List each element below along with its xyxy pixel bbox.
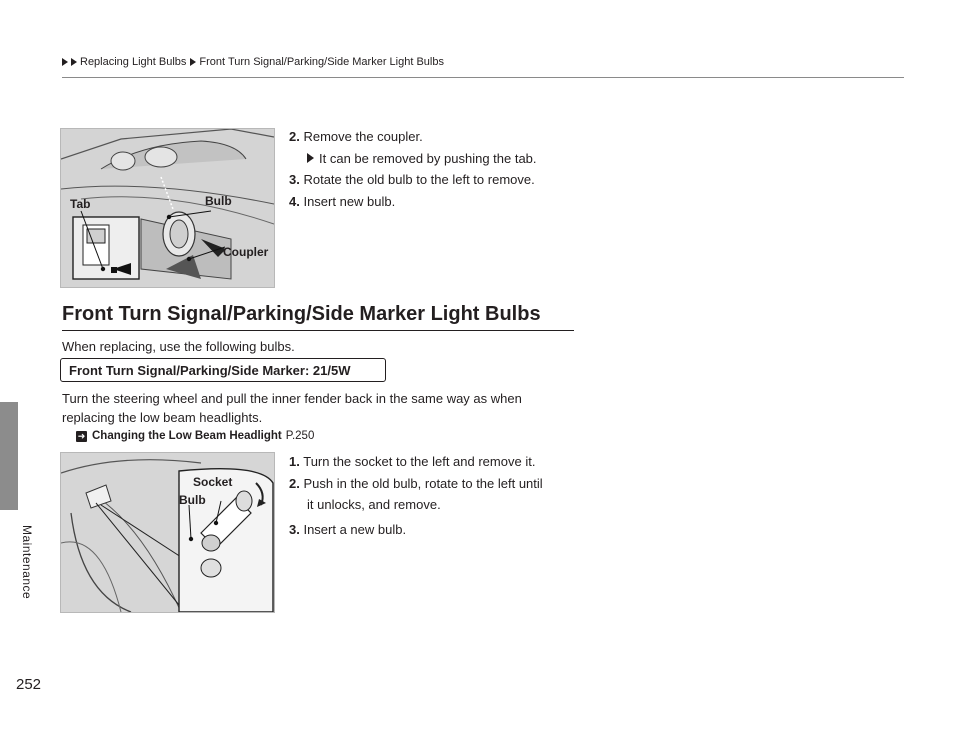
bulb-callout-2: Bulb — [179, 493, 206, 507]
coupler-callout: Coupler — [223, 245, 269, 259]
reference-page[interactable]: P.250 — [285, 430, 315, 442]
breadcrumb-current: Front Turn Signal/Parking/Side Marker Light Bulbs — [199, 56, 444, 68]
bulb-spec-box: Front Turn Signal/Parking/Side Marker: 21/5W — [60, 358, 386, 382]
coupler-removal-illustration — [60, 128, 275, 288]
headlight-assembly-drawing — [61, 129, 274, 287]
step-text: Insert new bulb. — [303, 193, 396, 209]
section-body-line: Turn the steering wheel and pull the inner fender back in the same way as when — [62, 391, 522, 406]
step-text: it unlocks, and remove. — [307, 497, 441, 512]
steps-list-bottom — [289, 451, 543, 540]
cross-reference-link[interactable] — [76, 430, 314, 442]
step-text: Insert a new bulb. — [303, 521, 407, 537]
step-item — [289, 191, 537, 213]
step-text: Push in the old bulb, rotate to the left until — [303, 475, 543, 491]
breadcrumb-arrow-icon — [190, 58, 196, 66]
tab-callout: Tab — [70, 197, 91, 211]
reference-link-icon: ➜ — [77, 430, 86, 441]
step-number: 3. — [289, 172, 300, 187]
fender-socket-drawing — [61, 453, 274, 612]
section-tab-marker — [0, 402, 18, 510]
step-text: Remove the coupler. — [303, 129, 423, 144]
step-item — [289, 473, 543, 495]
section-title: Front Turn Signal/Parking/Side Marker Light Bulbs — [62, 303, 541, 325]
socket-callout: Socket — [193, 475, 233, 489]
page-number: 252 — [16, 676, 42, 693]
reference-title[interactable]: Changing the Low Beam Headlight — [92, 430, 282, 442]
breadcrumb-section[interactable]: Replacing Light Bulbs — [80, 56, 187, 68]
steps-list-top — [289, 126, 537, 212]
step-item — [289, 126, 537, 148]
section-side-label: Maintenance — [20, 525, 34, 600]
step-number: 1. — [289, 454, 300, 469]
breadcrumb-arrow-icon — [62, 58, 68, 66]
breadcrumb — [62, 56, 444, 68]
socket-removal-illustration — [60, 452, 275, 613]
section-body — [62, 389, 522, 427]
step-subnote-text: It can be removed by pushing the tab. — [319, 150, 537, 166]
step-number: 3. — [289, 521, 300, 537]
step-item — [289, 169, 537, 191]
step-text: Turn the socket to the left and remove it. — [303, 454, 536, 469]
section-body-line: replacing the low beam headlights. — [62, 410, 263, 425]
step-number: 2. — [289, 129, 300, 144]
note-arrow-icon — [307, 153, 314, 163]
step-item — [289, 451, 543, 473]
step-subnote — [289, 148, 537, 170]
section-intro: When replacing, use the following bulbs. — [62, 339, 295, 354]
step-text: Rotate the old bulb to the left to remove. — [303, 172, 535, 187]
step-item — [289, 519, 543, 541]
breadcrumb-arrow-icon — [71, 58, 77, 66]
section-title-underline — [62, 330, 574, 331]
step-number: 2. — [289, 475, 300, 491]
bulb-callout: Bulb — [205, 194, 232, 208]
header-divider — [62, 77, 904, 78]
step-number: 4. — [289, 193, 300, 209]
step-item-continued — [289, 494, 543, 516]
